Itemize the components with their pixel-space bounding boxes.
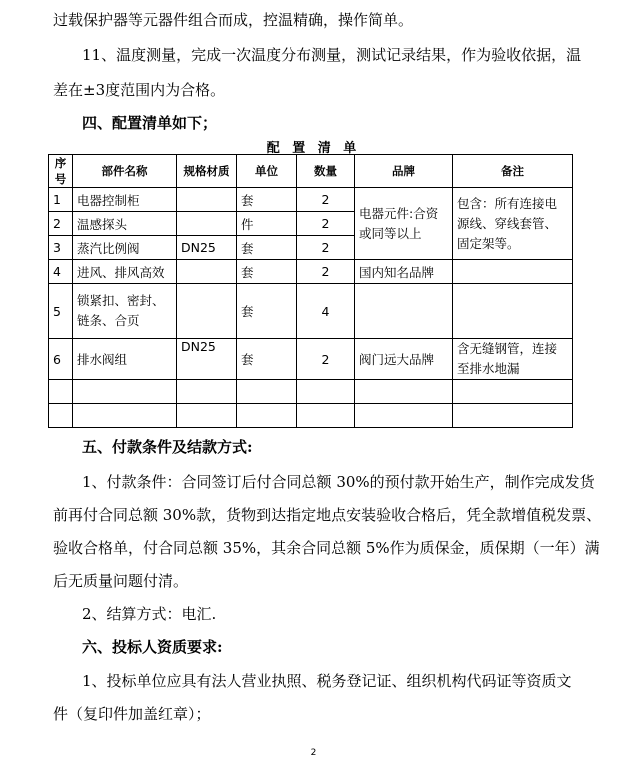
cell-no: 3: [49, 236, 73, 260]
section-4-heading: 四、配置清单如下；: [82, 114, 218, 132]
header-unit: 单位: [237, 155, 297, 188]
cell-qty: 2: [297, 260, 355, 284]
page-number: 2: [310, 748, 317, 758]
payment-terms-line3: 验收合格单，付合同总额 35%，其余合同总额 5%作为质保金，质保期（一年）满: [53, 539, 600, 557]
qualification-line1: 1、投标单位应具有法人营业执照、税务登记证、组织机构代码证等资质文: [82, 672, 572, 690]
header-qty: 数量: [297, 155, 355, 188]
cell-qty: 2: [297, 188, 355, 212]
table-row: [49, 260, 573, 284]
cell-spec: [177, 212, 237, 236]
cell-spec: [177, 260, 237, 284]
table-row: [49, 339, 573, 380]
header-no: 序号: [49, 155, 73, 188]
cell-no: 4: [49, 260, 73, 284]
cell-no: 2: [49, 212, 73, 236]
cell-name: 蒸汽比例阀: [73, 236, 177, 260]
cell-note: 含无缝钢管，连接至排水地漏: [453, 339, 573, 380]
cell-name: 温感探头: [73, 212, 177, 236]
cell-unit: 套: [237, 260, 297, 284]
cell-unit: 套: [237, 339, 297, 380]
cell-spec: [177, 284, 237, 339]
table-row: [49, 284, 573, 339]
header-note: 备注: [453, 155, 573, 188]
payment-terms-line2: 前再付合同总额 30%款，货物到达指定地点安装验收合格后，凭全款增值税发票、: [53, 506, 602, 524]
payment-terms-line1: 1、付款条件：合同签订后付合同总额 30%的预付款开始生产，制作完成发货: [82, 473, 595, 491]
cell-spec: [177, 188, 237, 212]
cell-qty: 2: [297, 339, 355, 380]
cell-brand: [355, 284, 453, 339]
cell-qty: 2: [297, 236, 355, 260]
qualification-line2: 件（复印件加盖红章）；: [53, 705, 211, 723]
cell-unit: 套: [237, 188, 297, 212]
section-6-heading: 六、投标人资质要求:: [82, 638, 223, 656]
cell-brand-group: 电器元件:合资或同等以上: [355, 188, 453, 260]
cell-name: 排水阀组: [73, 339, 177, 380]
cell-qty: 2: [297, 212, 355, 236]
cell-spec: DN25: [177, 236, 237, 260]
cell-no: 6: [49, 339, 73, 380]
paragraph-11-line1: 11、温度测量，完成一次温度分布测量，测试记录结果，作为验收依据，温: [82, 46, 582, 64]
cell-name: 锁紧扣、密封、链条、合页: [73, 284, 177, 339]
header-brand: 品牌: [355, 155, 453, 188]
table-row: [49, 188, 573, 212]
cell-no: 5: [49, 284, 73, 339]
cell-name: 进风、排风高效: [73, 260, 177, 284]
cell-spec: DN25: [177, 339, 237, 380]
cell-brand: 阀门远大品牌: [355, 339, 453, 380]
cell-unit: 套: [237, 236, 297, 260]
table-row-empty: [49, 380, 573, 404]
cell-qty: 4: [297, 284, 355, 339]
table-caption: 配 置 清 单: [266, 141, 361, 156]
cell-unit: 套: [237, 284, 297, 339]
header-name: 部件名称: [73, 155, 177, 188]
payment-terms-line4: 后无质量问题付清。: [53, 572, 189, 590]
cell-note-group: 包含：所有连接电源线、穿线套管、固定架等。: [453, 188, 573, 260]
table-header-row: [49, 155, 573, 188]
table-row-empty: [49, 404, 573, 428]
paragraph-continuation: 过载保护器等元器件组合而成，控温精确，操作简单。: [53, 11, 414, 29]
paragraph-11-line2: 差在±3度范围内为合格。: [53, 81, 226, 99]
cell-unit: 件: [237, 212, 297, 236]
section-5-heading: 五、付款条件及结款方式:: [82, 438, 253, 456]
cell-name: 电器控制柜: [73, 188, 177, 212]
cell-note: [453, 284, 573, 339]
configuration-table: [48, 154, 573, 428]
settlement-method: 2、结算方式：电汇.: [82, 605, 217, 623]
cell-no: 1: [49, 188, 73, 212]
cell-note: [453, 260, 573, 284]
header-spec: 规格材质: [177, 155, 237, 188]
cell-brand: 国内知名品牌: [355, 260, 453, 284]
